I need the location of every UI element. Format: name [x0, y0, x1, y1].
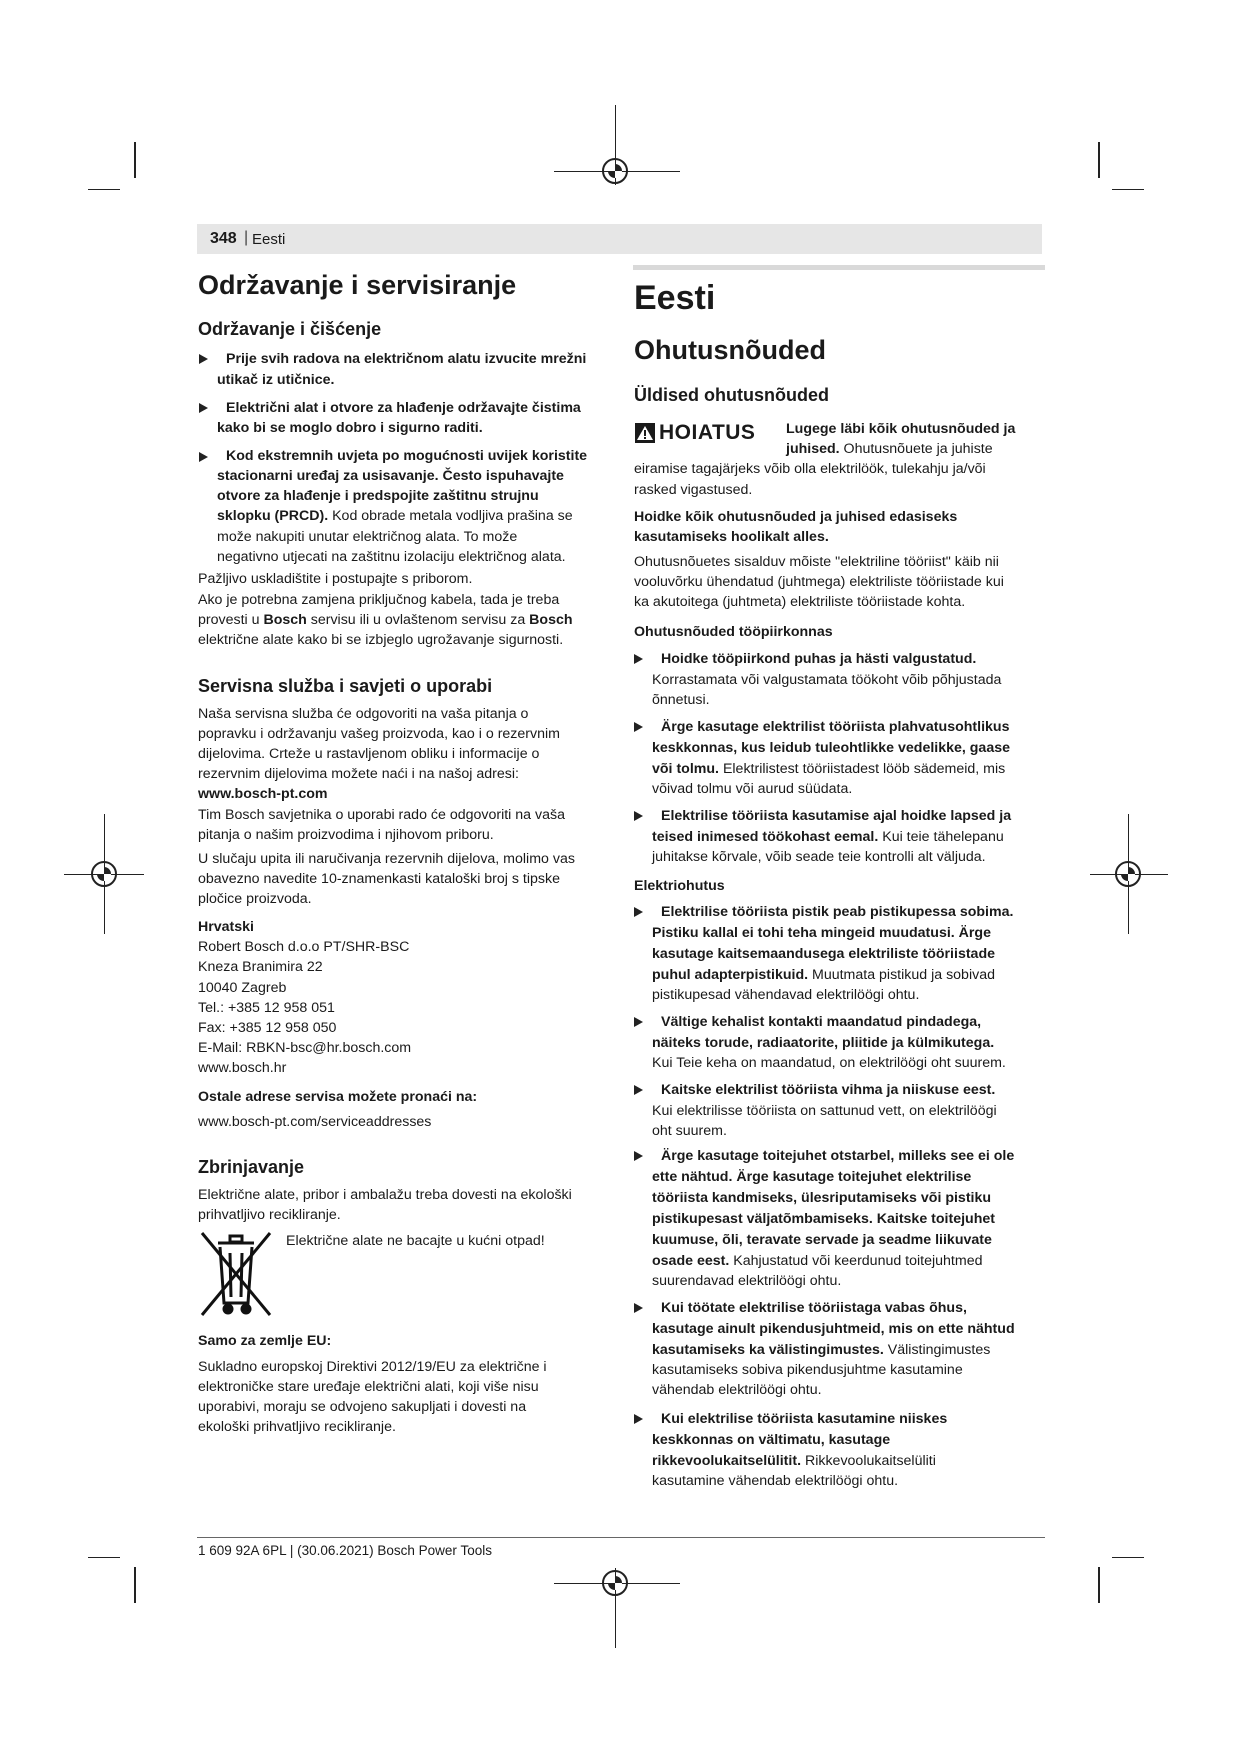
bullet-text: ette nähtud. Ärge kasutage toitejuhet elektrilise — [652, 1169, 972, 1185]
bullet-text: negativno utjecati na zaštitnu izolaciju električnog alata. — [217, 549, 566, 565]
paragraph: Električne alate, pribor i ambalažu treba dovesti na ekološki — [198, 1187, 572, 1203]
paragraph: U slučaju upita ili naručivanja rezervnih dijelova, molimo vas — [198, 851, 575, 867]
warning-text: juhised. — [786, 441, 840, 457]
crop-mark — [88, 1557, 120, 1558]
bullet-text: Kui teie tähelepanu — [878, 829, 1004, 845]
bullet-text: kasutamiseks sobiva pikendusjuhtme kasutamine — [652, 1362, 963, 1378]
bullet-text: Kod obrade metala vodljiva prašina se — [328, 508, 573, 524]
bullet-arrow-icon — [634, 654, 643, 664]
subheading: Elektriohutus — [634, 878, 725, 894]
bullet-text: otvore za hlađenje i predspojite zaštitnu strujnu — [217, 488, 539, 504]
bullet-text: kuumuse, õli, teravate servade ja seadme liikuvate — [652, 1232, 992, 1248]
footer-text: 1 609 92A 6PL | (30.06.2021) Bosch Power Tools — [198, 1543, 492, 1558]
bullet-text: stacionarni uređaj za usisavanje. Često ispuhavajte — [217, 468, 564, 484]
crop-mark — [1112, 1557, 1144, 1558]
bullet-arrow-icon — [634, 907, 643, 917]
page-header-bar — [197, 224, 1042, 254]
warning-label — [635, 421, 755, 445]
paragraph: elektroničke stare uređaje električni alati, koji više nisu — [198, 1379, 539, 1395]
service-url[interactable]: www.bosch-pt.com — [198, 786, 328, 802]
paragraph: servisu ili u ovlaštenom servisu za — [306, 612, 530, 628]
paragraph: popravku i održavanju vašeg proizvoda, kao i o rezervnim — [198, 726, 560, 742]
address-line: Kneza Branimira 22 — [198, 959, 323, 975]
crop-mark — [1098, 1567, 1100, 1603]
paragraph: Tim Bosch savjetnika o uporabi rado će odgovoriti na vaša — [198, 807, 565, 823]
other-addresses-heading: Ostale adrese servisa možete pronaći na: — [198, 1089, 478, 1105]
subsection-heading: Zbrinjavanje — [198, 1157, 305, 1177]
bullet-text: Elektrilise tööriista kasutamise ajal hoidke lapsed ja — [661, 808, 1012, 824]
paragraph: rezervnim dijelovima možete naći i na našoj adresi: — [198, 766, 519, 782]
bullet-text: tööriista kandmiseks, ülesriputamiseks või pistiku — [652, 1190, 992, 1206]
bullet-text: oht suurem. — [652, 1123, 727, 1139]
bullet-arrow-icon — [634, 811, 643, 821]
bullet-arrow-icon — [199, 354, 208, 364]
paragraph: pitanja o našim proizvodima i njihovom priboru. — [198, 827, 494, 843]
bullet-text: Kui elektrilise tööriista kasutamine niiskes — [661, 1411, 948, 1427]
bullet-text: Rikkevoolukaitselüliti — [801, 1453, 936, 1469]
bullet-text: võivad tolmu või aurud süüdata. — [652, 781, 853, 797]
bullet-arrow-icon — [199, 452, 208, 462]
paragraph: obavezno navedite 10-znamenkasti kataloški broj s tipske — [198, 871, 560, 887]
bullet-arrow-icon — [634, 1151, 643, 1161]
bullet-text: rikkevoolukaitselülitit. — [652, 1453, 802, 1469]
paragraph: Sukladno europskoj Direktivi 2012/19/EU za električne i — [198, 1359, 547, 1375]
paragraph: električne alate kako bi se izbjeglo ugrožavanje sigurnosti. — [198, 632, 564, 648]
section-title: Ohutusnõuded — [634, 335, 826, 365]
bullet-arrow-icon — [634, 722, 643, 732]
paragraph: ekološki prihvatljivo recikliranje. — [198, 1419, 396, 1435]
service-addresses-url[interactable]: www.bosch-pt.com/serviceaddresses — [198, 1114, 432, 1130]
registration-mark-icon — [602, 1570, 628, 1596]
paragraph: prihvatljivo recikliranje. — [198, 1207, 341, 1223]
bullet-text: Kahjustatud või keerdunud toitejuhtmed — [729, 1253, 983, 1269]
bullet-text: sklopku (PRCD). — [217, 508, 329, 524]
bullet-text: keskkonnas, kus leidub tuleohtlikke vedelikke, gaase — [652, 740, 1010, 756]
bullet-text: õnnetusi. — [652, 692, 710, 708]
bullet-text: suurendavad elektrilöögi ohtu. — [652, 1273, 842, 1289]
bullet-text: kasutage ainult pikendusjuhtmeid, mis on ette nähtud — [652, 1321, 1015, 1337]
bullet-text: Elektrilistest tööriistadest lööb sädemeid, mis — [719, 761, 1006, 777]
footer-rule — [197, 1537, 1045, 1538]
registration-mark-icon — [602, 158, 628, 184]
warning-text: Lugege läbi kõik ohutusnõuded ja — [786, 421, 1016, 437]
disposal-note: Električne alate ne bacajte u kućni otpad! — [286, 1233, 545, 1249]
bullet-text: Pistiku kallal ei tohi teha mingeid muudatusi. Ärge — [652, 925, 991, 941]
bullet-text: Ärge kasutage toitejuhet otstarbel, milleks see ei ole — [661, 1148, 1015, 1164]
bullet-text: Električni alat i otvore za hlađenje održavajte čistima — [226, 400, 581, 416]
bullet-text: kako bi se moglo dobro i sigurno raditi. — [217, 420, 483, 436]
paragraph: provesti u — [198, 612, 264, 628]
paragraph: ka akutoitega (juhtmeta) elektriliste tööriistade kohta. — [634, 594, 966, 610]
bullet-text: kasutamine vähendab elektrilöögi ohtu. — [652, 1473, 899, 1489]
bullet-text: Kod ekstremnih uvjeta po mogućnosti uvijek koristite — [226, 448, 588, 464]
bullet-text: osade eest. — [652, 1253, 730, 1269]
crop-mark — [134, 142, 136, 178]
section-title: Održavanje i servisiranje — [198, 270, 517, 300]
crop-mark — [134, 1567, 136, 1603]
address-line: Robert Bosch d.o.o PT/SHR-BSC — [198, 939, 410, 955]
bullet-text: Välistingimustes — [883, 1342, 991, 1358]
bullet-arrow-icon — [634, 1303, 643, 1313]
bullet-arrow-icon — [199, 403, 208, 413]
subsection-heading: Održavanje i čišćenje — [198, 319, 382, 339]
country-heading: Hrvatski — [198, 919, 254, 935]
paragraph: Naša servisna služba će odgovoriti na vaša pitanja o — [198, 706, 529, 722]
warning-text: eiramise tagajärjeks võib olla elektrilöök, tulekahju ja/või — [634, 461, 986, 477]
crop-mark — [1098, 142, 1100, 178]
brand-text: Bosch — [263, 612, 307, 628]
bullet-text: kasutamiseks ka välistingimustes. — [652, 1342, 884, 1358]
keep-instructions: Hoidke kõik ohutusnõuded ja juhised edasiseks — [634, 509, 958, 525]
bullet-text: Korrastamata või valgustamata töökoht võib põhjustada — [652, 672, 1002, 688]
paragraph: pločice proizvoda. — [198, 891, 312, 907]
bullet-text: Kui töötate elektrilise tööriistaga vabas õhus, — [661, 1300, 967, 1316]
registration-mark-icon — [91, 861, 117, 887]
bullet-text: Kui Teie keha on maandatud, on elektrilöögi oht suurem. — [652, 1055, 1006, 1071]
bullet-text: või tolmu. — [652, 761, 719, 777]
paragraph: Pažljivo uskladištite i postupajte s priborom. — [198, 571, 473, 587]
bullet-arrow-icon — [634, 1085, 643, 1095]
bullet-text: Kui elektrilisse tööriista on sattunud vett, on elektrilöögi — [652, 1103, 997, 1119]
paragraph: Ako je potrebna zamjena priključnog kabela, tada je treba — [198, 592, 560, 608]
bullet-text: pistikupesad vähendavad elektrilöögi ohtu. — [652, 987, 920, 1003]
paragraph: dijelovima. Crteže u rastavljenom obliku i informacije o — [198, 746, 540, 762]
header-separator: | — [244, 229, 249, 246]
language-title: Eesti — [634, 279, 716, 317]
bullet-text: Vältige kehalist kontakti maandatud pindadega, — [661, 1014, 982, 1030]
header-language: Eesti — [252, 231, 286, 248]
bullet-arrow-icon — [634, 1017, 643, 1027]
address-line: 10040 Zagreb — [198, 980, 287, 996]
crop-mark — [88, 189, 120, 190]
bullet-text: Prije svih radova na električnom alatu izvucite mrežni — [226, 351, 587, 367]
bullet-text: pistikupesast väljatõmbamiseks. Kaitske toitejuhet — [652, 1211, 995, 1227]
bullet-arrow-icon — [634, 1414, 643, 1424]
bullet-text: može nakupiti unutar električnog alata. To može — [217, 529, 518, 545]
paragraph: Ohutusnõuetes sisalduv mõiste "elektriline tööriist" käib nii — [634, 554, 999, 570]
address-line: www.bosch.hr — [198, 1060, 287, 1076]
paragraph: uporabivi, moraju se odvojeno sakupljati i dovesti na — [198, 1399, 527, 1415]
bullet-text: kasutage kaitsemaandusega elektriliste tööriistade — [652, 946, 996, 962]
keep-instructions: kasutamiseks hoolikalt alles. — [634, 529, 829, 545]
bullet-text: keskkonnas on vältimatu, kasutage — [652, 1432, 891, 1448]
eu-heading: Samo za zemlje EU: — [198, 1333, 332, 1349]
paragraph: vooluvõrku ühendatud (juhtmega) elektriliste tööriistade kui — [634, 574, 1004, 590]
warning-word: HOIATUS — [659, 421, 756, 444]
bullet-text: puhul adapterpistikuid. — [652, 967, 809, 983]
bullet-text: Kaitske elektrilist tööriista vihma ja niiskuse eest. — [661, 1082, 996, 1098]
bullet-text: Hoidke tööpiirkond puhas ja hästi valgustatud. — [661, 651, 977, 667]
bullet-text: vähendab elektrilöögi ohtu. — [652, 1382, 822, 1398]
address-line: E-Mail: RBKN-bsc@hr.bosch.com — [198, 1040, 412, 1056]
subsection-heading: Servisna služba i savjeti o uporabi — [198, 676, 493, 696]
bullet-text: Elektrilise tööriista pistik peab pistikupessa sobima. — [661, 904, 1014, 920]
brand-text: Bosch — [529, 612, 573, 628]
bullet-text: teised inimesed töökohast eemal. — [652, 829, 879, 845]
page-number: 348 — [210, 230, 237, 247]
bullet-text: utikač iz utičnice. — [217, 372, 335, 388]
bullet-text: juhitakse kõrvale, võib seade teie kontrolli alt väljuda. — [652, 849, 986, 865]
warning-text: rasked vigastused. — [634, 482, 753, 498]
warning-icon — [635, 423, 655, 443]
registration-mark-icon — [1115, 861, 1141, 887]
subheading: Ohutusnõuded tööpiirkonnas — [634, 624, 833, 640]
subsection-heading: Üldised ohutusnõuded — [634, 385, 829, 405]
address-line: Tel.: +385 12 958 051 — [198, 1000, 335, 1016]
warning-text: Ohutusnõuete ja juhiste — [839, 441, 993, 457]
language-rule — [633, 265, 1045, 270]
crossed-bin-icon — [196, 1227, 276, 1321]
bullet-text: Muutmata pistikud ja sobivad — [808, 967, 995, 983]
crop-mark — [1112, 189, 1144, 190]
bullet-text: näiteks torude, radiaatorite, pliitide ja külmikutega. — [652, 1035, 995, 1051]
address-line: Fax: +385 12 958 050 — [198, 1020, 337, 1036]
bullet-text: Ärge kasutage elektrilist tööriista plahvatusohtlikus — [661, 719, 1010, 735]
